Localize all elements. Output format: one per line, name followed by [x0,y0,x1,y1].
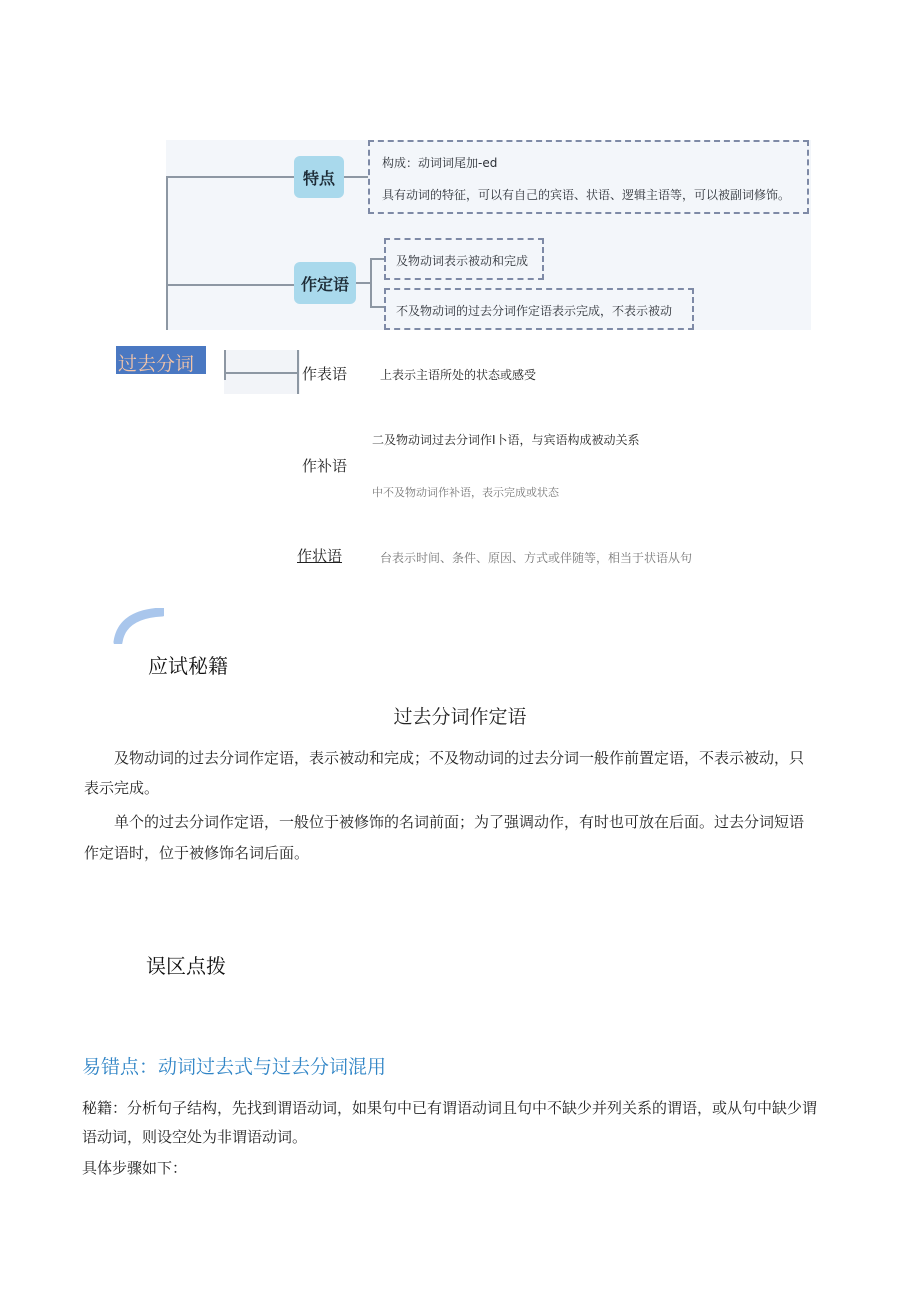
section-subtitle: 过去分词作定语 [393,706,527,728]
node-predicative: 作表语 [302,365,348,383]
attributive-box-1 [384,238,544,280]
complement-item-1: 二及物动词过去分词作I卜语，与宾语构成被动关系 [372,433,640,447]
error-point-title: 易错点：动词过去式与过去分词混用 [82,1056,387,1078]
adverbial-item: 台表示时间、条件、原因、方式或伴随等，相当于状语从句 [380,551,693,565]
tip-line1: 秘籍：分析句子结构，先找到谓语动词，如果句中已有谓语动词且句中不缺少并列关系的谓语，或从句中缺少谓 [82,1099,818,1117]
features-item-1: 构成：动词词尾加-ed [382,156,498,170]
connector-attributive-top [370,258,384,260]
root-connector-horiz [224,372,298,374]
attributive-item-1: 及物动词表示被动和完成 [396,254,529,268]
node-complement: 作补语 [302,457,348,475]
predicative-item: 上表示主语所处的状态或感受 [380,368,537,382]
section-title-exam-tips: 应试秘籍 [148,654,228,678]
section-arc-icon [112,608,164,644]
connector-features [344,176,368,178]
connector-attributive-bottom [370,306,384,308]
para2-line1: 单个的过去分词作定语，一般位于被修饰的名词前面；为了强调动作，有时也可放在后面。过去分词短语 [114,813,805,831]
section-title-pitfalls: 误区点拨 [146,954,226,978]
para1-line1: 及物动词的过去分词作定语，表示被动和完成；不及物动词的过去分词一般作前置定语，不表示被动，只 [114,749,805,767]
node-adverbial: 作状语 [297,547,343,565]
connector-attributive [356,282,370,284]
node-features-label: 特点 [302,168,335,188]
steps-label: 具体步骤如下： [82,1159,188,1177]
mindmap-trunk [166,176,168,330]
complement-item-2: 中不及物动词作补语，表示完成或状态 [372,486,559,499]
para2-line2: 作定语时，位于被修饰名词后面。 [84,844,310,862]
tip-line2: 语动词，则设空处为非谓语动词。 [82,1128,308,1146]
attributive-item-2: 不及物动词的过去分词作定语表示完成，不表示被动 [396,304,673,318]
node-attributive [294,262,356,304]
mindmap-branch-features [166,176,294,178]
para1-line2: 表示完成。 [84,779,160,797]
root-node [116,346,206,374]
root-connector-vert [224,350,226,380]
mindmap-branch-attributive [166,284,294,286]
node-attributive-label: 作定语 [300,274,349,294]
root-label: 过去分词 [118,353,195,375]
node-features [294,156,344,198]
attributive-box-2 [384,288,694,330]
features-box [368,140,809,214]
features-item-2: 具有动词的特征，可以有自己的宾语、状语、逻辑主语等，可以被副词修饰。 [382,188,791,202]
root-connector-right [297,350,299,394]
connector-attributive-vert [370,258,372,308]
